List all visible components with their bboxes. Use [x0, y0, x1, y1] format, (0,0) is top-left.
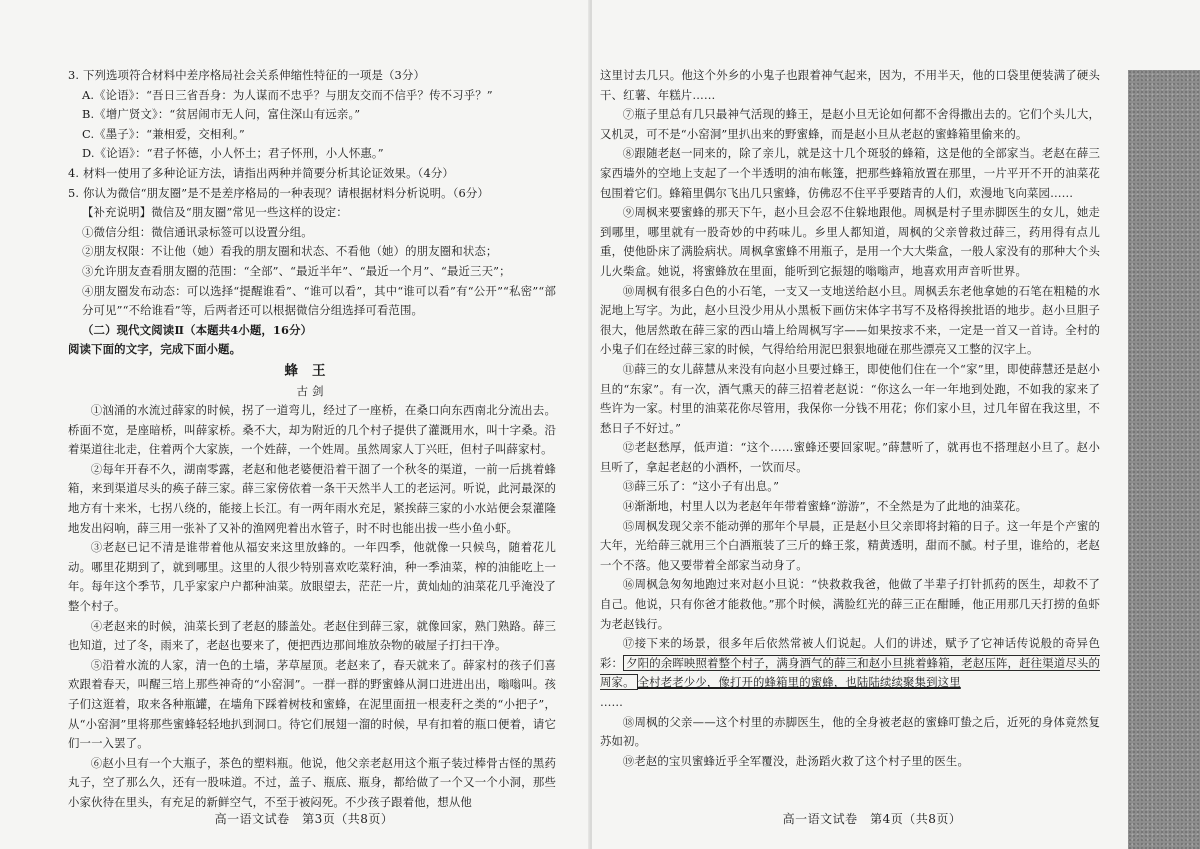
- q3-option-c: C.《墨子》：“兼相爱，交相利。”: [82, 126, 245, 141]
- q3-option-a: A.《论语》：“吾日三省吾身：为人谋而不忠乎？与朋友交而不信乎？传不习乎？”: [82, 87, 493, 102]
- article-paragraph: ⑭渐渐地，村里人以为老赵年年带着蜜蜂“游游”，不全然是为了此地的油菜花。: [622, 499, 1028, 514]
- article-paragraph: ⑥赵小旦有一个大瓶子，茶色的塑料瓶。他说，他父亲老赵用这个瓶子装过棒骨古怪的黑药丸子，空了那么久，还有一股味道。不过，盖子、瓶底、瓶身，都给做了一个又一个小洞，那些小家伙待在里头，有充足的新鲜空气，不至于被闷死。不少孩子跟着他，想从他: [68, 755, 556, 809]
- page-footer-left: 高一语文试卷 第3页（共8页）: [214, 812, 394, 826]
- ellipsis-line: ……: [600, 695, 624, 709]
- article-title: 蜂王: [284, 362, 340, 379]
- q3-option-b: B.《增广贤文》：“贫居闹市无人问，富住深山有远亲。”: [82, 107, 361, 122]
- right-page: [592, 0, 1200, 849]
- article-paragraph: ④老赵来的时候，油菜长到了老赵的膝盖处。老赵住到薛三家，就像回家，熟门熟路。薛三也知道，过了冬，雨来了，老赵也要来了，便把西边那间堆放杂物的破屋子打扫干净。: [68, 618, 556, 653]
- article-paragraph: ⑤沿着水流的人家，清一色的土墙，茅草屋顶。老赵来了，春天就来了。薛家村的孩子们喜欢跟着春天，叫醒三培上那些神奇的“小窑洞”。一群一群的野蜜蜂从洞口进进出出，嗡嗡叫。孩子们这逛着，取来各种瓶罐，在墙角下踩着树枝和蜜蜂，在泥里面扭一根麦秆之类的“小把子”，从“小窑洞”里将那些蜜蜂轻轻地扒到洞口。待它们展翅一溜的时候，早有扣着的瓶口便着，请它们一一入罢了。: [68, 657, 556, 751]
- article-paragraph: ⑯周枫急匆匆地跑过来对赵小旦说：“快救救我爸，他做了半辈子打针抓药的医生，却救不了自己。他说，只有你爸才能救他。”那个时候，满脸红光的薛三正在酣睡，他正用那几天打捞的鱼虾为老赵钱行。: [600, 577, 1100, 631]
- reading-instruction: 阅读下面的文字，完成下面小题。: [68, 342, 242, 357]
- article-paragraph: ③老赵已记不清是谁带着他从福安来这里放蜂的。一年四季，他就像一只候鸟，随着花儿动。哪里花期到了，就到哪里。这里的人很少特别喜欢吃菜籽油，种一季油菜，榨的油能吃上一年。每年这个季节，几乎家家户户都种油菜。放眼望去，茫茫一片，黄灿灿的油菜花几乎淹没了整个村子。: [68, 540, 556, 614]
- left-column: [68, 66, 556, 813]
- page-footer-right: 高一语文试卷 第4页（共8页）: [782, 812, 962, 826]
- article-paragraph: ②每年开春不久，湖南零露，老赵和他老婆便沿着干涸了一个秋冬的渠道，一前一后挑着蜂箱，来到渠道尽头的痪子薛三家。薛三家傍依着一条干天然半人工的老运河。听说，此河最深的地方有十来米，七拐八绕的，能接上长江。有一两年雨水充足，紧挨薛三家的小水站便会泵灌隆地发出闷响，薛三用一张补了又补的渔网兜着出水管子，时不时也能出拔一些小鱼小虾。: [68, 461, 556, 535]
- article-paragraph: ①汹涌的水流过薛家的时候，拐了一道弯儿，经过了一座桥，在桑口向东西南北分流出去。桥面不宽，是座暗桥，叫薛家桥。桑不大，却为附近的几个村子提供了灌溉用水，叫十字桑。沿着渠道往北走，住着两个大家族，一个姓薛，一个姓周。虽然周家人丁兴旺，但村子叫薛家村。: [68, 403, 556, 457]
- article-paragraph: ⑪薛三的女儿薛慧从来没有向赵小旦要过蜂王，即使他们住在一个“家”里，即使薛慧还是赵小旦的“东家”。有一次，酒气熏天的薛三招着老赵说：“你这么一年一年地到处跑，不如我的家来了些许为一家。村里的油菜花你尽管用，我保你一分钱不用花；你们家小旦，过几年留在我这里，不愁日子不好过。”: [600, 361, 1100, 435]
- supplement-heading: 【补充说明】微信及“朋友圈”常见一些这样的设定：: [82, 205, 348, 220]
- scan-edge-shadow: [1128, 70, 1200, 849]
- article-paragraph: ⑧跟随老赵一同来的，除了亲儿，就是这十几个斑驳的蜂箱，这是他的全部家当。老赵在薛三家西墙外的空地上支起了一个半透明的油布帐篷，把那些蜂箱放置在那里，一片平开不开的油菜花包围着它们。蜂箱里偶尔飞出几只蜜蜂，仿佛忍不住平乎要踏青的人们，欢漫地飞向菜园……: [600, 146, 1100, 200]
- article-paragraph: ⑲老赵的宝贝蜜蜂近乎全军覆没，赴汤蹈火救了这个村子里的医生。: [622, 753, 970, 768]
- supplement-item: ①微信分组：微信通讯录标签可以设置分组。: [82, 224, 313, 239]
- article-paragraph: ⑫老赵愁厚，低声道：“这个……蜜蜂还要回家呢。”薛慧听了，就再也不搭理赵小旦了。赵小旦听了，拿起老赵的小酒杯，一饮而尽。: [600, 440, 1100, 474]
- question-4: 4. 材料一使用了多种论证方法，请指出两种并简要分析其论证效果。（4分）: [68, 165, 454, 180]
- article-paragraph: ⑱周枫的父亲——这个村里的赤脚医生，他的全身被老赵的蜜蜂叮蛰之后，近死的身体竟然复苏如初。: [600, 714, 1100, 749]
- right-column: [600, 66, 1100, 771]
- q3-option-d: D.《论语》：“君子怀德，小人怀土；君子怀刑，小人怀惠。”: [82, 146, 384, 161]
- boxed-passage: 夕阳的余晖映照着整个村子，满身酒气的薛三和赵小旦挑着蜂箱，老赵压阵，赶往渠道尽头的周家。: [600, 655, 1100, 690]
- supplement-item: ③允许朋友查看朋友圈的范围：“全部”、“最近半年”、“最近一个月”、“最近三天”；: [82, 263, 511, 278]
- underlined-passage: 全村老老少少，像打开的蜂箱里的蜜蜂，也陆陆续续聚集到这里: [637, 675, 961, 690]
- supplement-item: ④朋友圈发布动态：可以选择“提醒谁看”、“谁可以看”，其中“谁可以看”有“公开”“私密”“部分可见”“不给谁看”等，后两者还可以根据微信分组选择可看范围。: [82, 283, 556, 318]
- article-paragraph: ⑩周枫有很多白色的小石笔，一支又一支地送给赵小旦。周枫丢东老他拿她的石笔在粗糙的水泥地上写字。为此，赵小旦没少用从小黑板下画仿宋体字书写不及格得挨批语的地步。赵小旦胆子很大，他居然敢在薛三家的西山墙上给周枫写字——如果按求不来，一定是一首又一首诗。全村的小鬼子们在经过薛三家的时候，气得给给用泥巴狠狠地碰在那些漂亮又工整的汉字上。: [600, 283, 1100, 357]
- article-paragraph: ⑦瓶子里总有几只最神气活现的蜂王，是赵小旦无论如何都不舍得撒出去的。它们个头儿大，又机灵，可不是“小窑洞”里扒出来的野蜜蜂，而是赵小旦从老赵的蜜蜂箱里偷来的。: [600, 107, 1100, 141]
- article-paragraph: ⑨周枫来要蜜蜂的那天下午，赵小旦会忍不住躲地跟他。周枫是村子里赤脚医生的女儿，她走到哪里，哪里就有一股奇妙的中药味儿。乡里人都知道，周枫的父亲曾救过薛三，药用得有点儿重，使他卧床了满脸病状。周枫拿蜜蜂不用瓶子，是用一个大大柴盒，一般人家没有的那种大个头儿火柴盒。她说，将蜜蜂放在里面，能听到它振翅的嗡嗡声，地喜欢用声音听世界。: [600, 205, 1100, 278]
- article-author: 古剑: [296, 383, 328, 398]
- question-3: 3. 下列选项符合材料中差序格局社会关系伸缩性特征的一项是（3分）: [68, 68, 426, 82]
- article-paragraph-continued: 这里讨去几只。他这个外乡的小鬼子也跟着神气起来，因为，不用半天，他的口袋里便装满了硬头干、红薯、年糕片……: [600, 68, 1100, 102]
- left-page: [0, 0, 592, 849]
- article-paragraph: ⑮周枫发现父亲不能动弹的那年个早晨，正是赵小旦父亲即将封箱的日子。这一年是个产蜜的大年，光给薛三就用三个白酒瓶装了三斤的蜂王浆，精黄透明，甜而不腻。村子里，谁给的，老赵一个不落。他又要带着全部家当动身了。: [600, 518, 1100, 572]
- article-paragraph-17-intro: ⑰接下来的场景，很多年后依然常被人们说起。人们的讲述，赋予了它神话传说般的奇异色彩：: [600, 636, 1100, 670]
- article-paragraph: ⑬薛三乐了：“这小子有出息。”: [622, 479, 780, 494]
- section-header: （二）现代文阅读Ⅱ（本题共4小题，16分）: [82, 322, 313, 337]
- article-paragraph-17: [600, 634, 1100, 693]
- question-5: 5. 你认为微信“朋友圈”是不是差序格局的一种表现？请根据材料分析说明。（6分）: [68, 185, 489, 200]
- supplement-item: ②朋友权限：不让他（她）看我的朋友圈和状态、不看他（她）的朋友圈和状态；: [82, 244, 498, 259]
